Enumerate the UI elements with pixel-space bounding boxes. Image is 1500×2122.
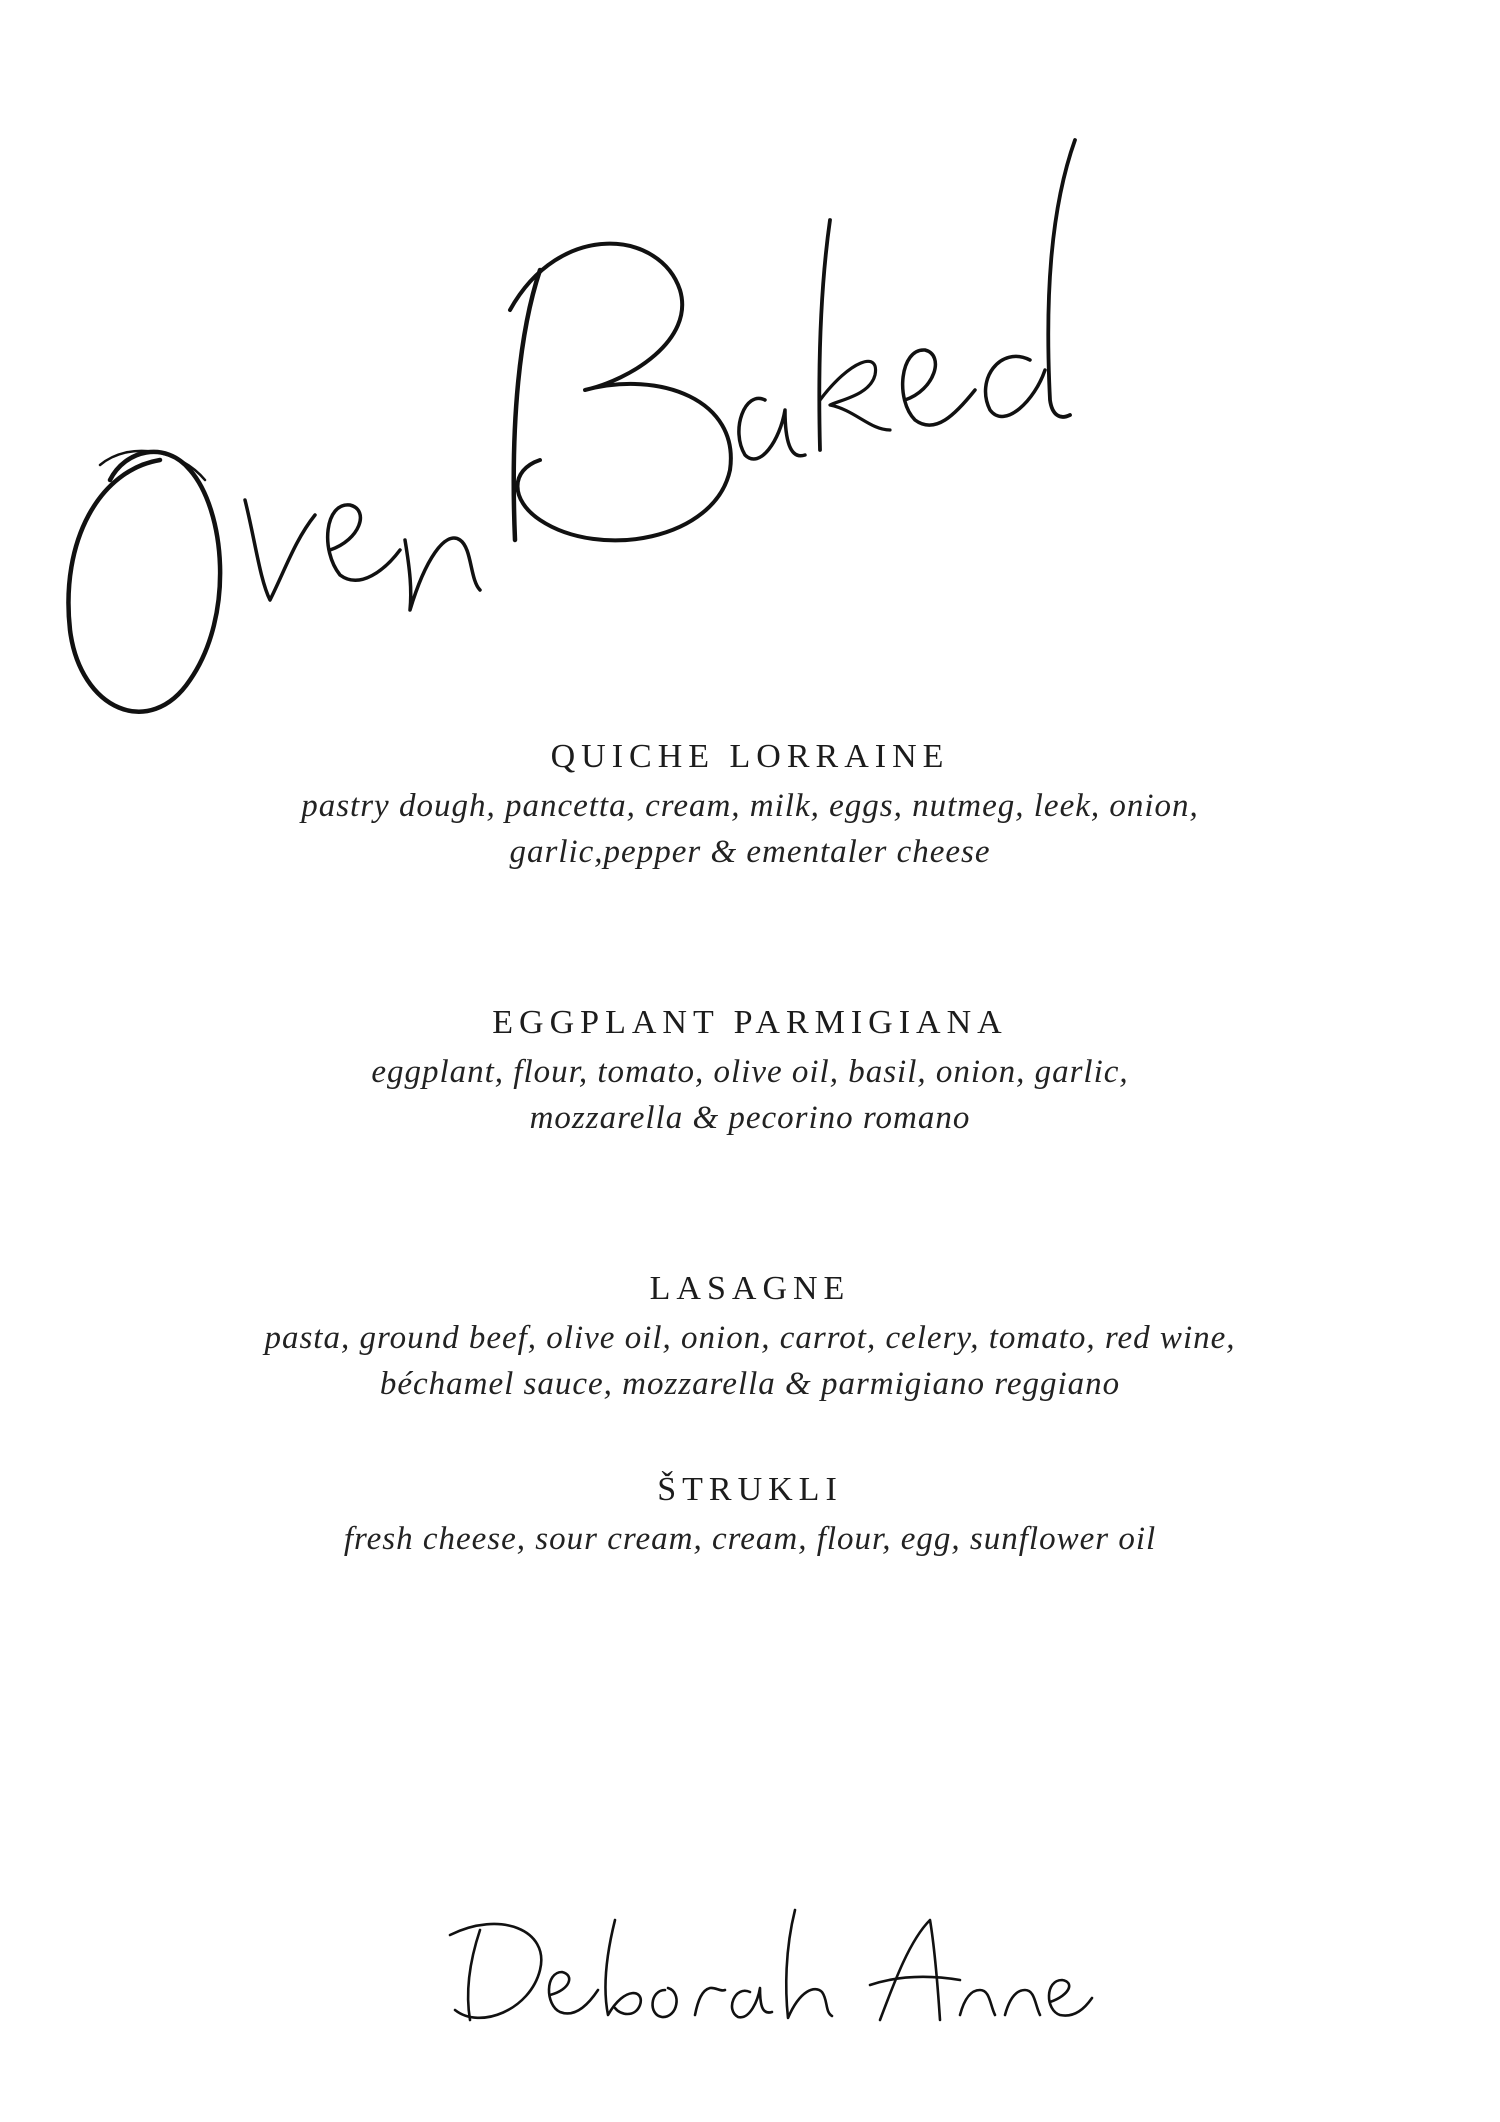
dish-description: [150, 783, 1350, 875]
dish-name: QUICHE LORRAINE: [550, 738, 950, 775]
dish-item: [150, 1267, 1350, 1407]
dish-item: [150, 1468, 1350, 1562]
dish-item: [150, 1001, 1350, 1141]
dish-description-line: pasta, ground beef, olive oil, onion, carrot, celery, tomato, red wine,: [264, 1320, 1236, 1356]
dish-description-line: garlic,pepper & ementaler cheese: [509, 834, 991, 870]
dish-name: EGGPLANT PARMIGIANA: [492, 1004, 1008, 1041]
dish-description: [150, 1315, 1350, 1407]
dish-description: [150, 1049, 1350, 1141]
dish-description-line: eggplant, flour, tomato, olive oil, basil, onion, garlic,: [371, 1054, 1129, 1090]
menu-title-script: [40, 70, 1240, 750]
dish-description-line: béchamel sauce, mozzarella & parmigiano reggiano: [379, 1366, 1121, 1402]
dish-description-line: mozzarella & pecorino romano: [529, 1100, 971, 1136]
signature-script: [440, 1890, 1100, 2040]
dish-item: [150, 735, 1350, 875]
dish-name: ŠTRUKLI: [657, 1471, 843, 1508]
dish-description: [150, 1516, 1350, 1562]
dish-description-line: fresh cheese, sour cream, cream, flour, egg, sunflower oil: [343, 1521, 1157, 1557]
dish-description-line: pastry dough, pancetta, cream, milk, eggs, nutmeg, leek, onion,: [301, 788, 1199, 824]
dish-name: LASAGNE: [649, 1270, 851, 1307]
